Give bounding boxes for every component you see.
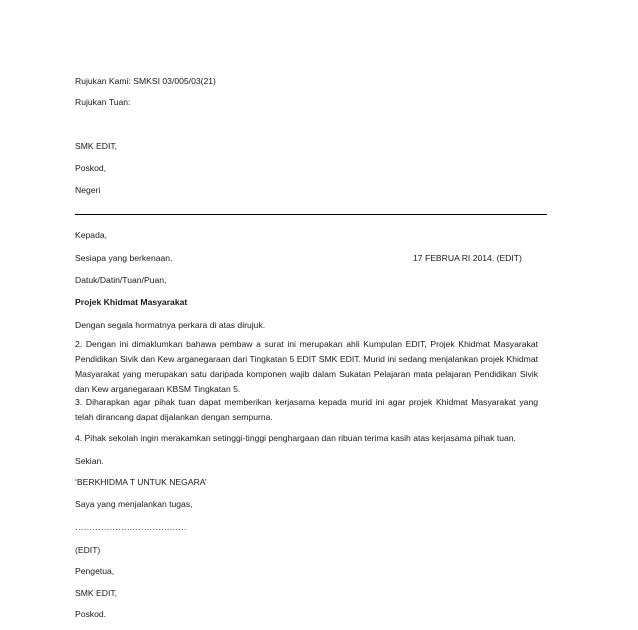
sekian: Sekian. (75, 456, 104, 466)
paragraph-1: Dengan segala hormatnya perkara di atas dirujuk. (75, 320, 266, 330)
greeting: Datuk/Datin/Tuan/Puan, (75, 275, 167, 285)
signature-line: ………………………………… (75, 522, 187, 532)
subject-title: Projek Khidmat Masyarakat (75, 297, 188, 307)
kepada: Kepada, (75, 230, 108, 240)
header-divider (75, 214, 547, 215)
rujukan-tuan: Rujukan Tuan: (75, 97, 131, 107)
sender-negeri: Negeri (75, 185, 101, 195)
recipient-salutation: Sesiapa yang berkenaan. (75, 253, 173, 263)
signatory-name: (EDIT) (75, 545, 101, 555)
letter-date: 17 FEBRUA RI 2014. (EDIT) (413, 253, 522, 263)
paragraph-3: 3. Diharapkan agar pihak tuan dapat memberikan kerjasama kepada murid ini agar projek Khidmat Masyarakat yang telah dirancang dapat dijalankan dengan sempurna. (75, 397, 538, 422)
signatory-title: Pengetua, (75, 566, 115, 576)
saya-menjalankan-tugas: Saya yang menjalankan tugas, (75, 499, 193, 509)
sender-school: SMK EDIT, (75, 141, 118, 151)
motto: ‘BERKHIDMA T UNTUK NEGARA’ (75, 477, 207, 487)
rujukan-kami: Rujukan Kami: SMKSI 03/005/03(21) (75, 76, 216, 86)
sender-poskod: Poskod, (75, 163, 107, 173)
closing-school: SMK EDIT, (75, 588, 118, 598)
closing-poskod: Poskod. (75, 609, 107, 619)
paragraph-4: 4. Pihak sekolah ingin merakamkan setinggi-tinggi penghargaan dan ribuan terima kasih atas kerjasama pihak tuan. (75, 433, 516, 443)
paragraph-2: 2. Dengan ini dimaklumkan bahawa pembaw a surat ini merupakan ahli Kumpulan EDIT, Projek Khidmat Masyarakat Pendidikan Sivik dan Kew arganegaraan dari Tingkatan 5 EDIT SMK EDIT. Murid ini sedang menjalankan projek Khidmat Masyarakat yang merupakan satu daripada komponen wajib dalam Sukatan Pelajaran mata pelajaran Pendidikan Sivik dan Kew arganegaraan KBSM Tingkatan 5. (75, 339, 538, 394)
